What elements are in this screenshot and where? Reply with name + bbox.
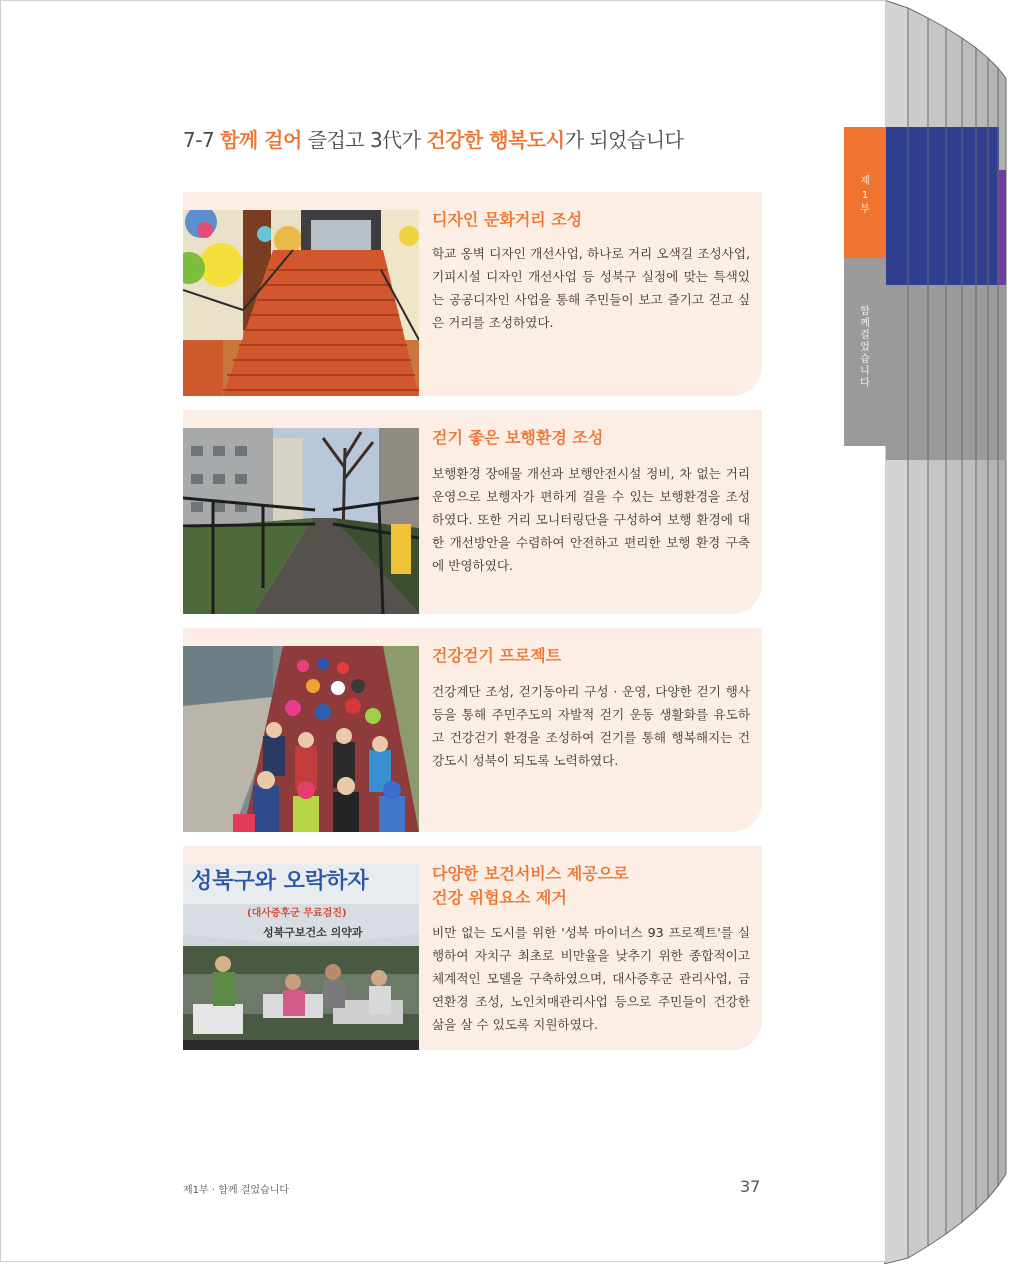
colorful-staircase-photo — [183, 210, 419, 396]
article-card-design-street — [183, 192, 762, 396]
article-card-health-walking — [183, 628, 762, 832]
article-card-health-services — [183, 846, 762, 1050]
page-title — [183, 124, 683, 153]
article-card-walking-environment — [183, 410, 762, 614]
side-tab-section[interactable] — [844, 258, 886, 446]
card-body: 건강계단 조성, 걷기동아리 구성 · 운영, 다양한 걷기 행사 등을 통해 주민주도의 자발적 걷기 운동 생활화를 유도하고 건강걷기 환경을 조성하여 걷기를 통해 행복해지는 건강도시 성북이 되도록 노력하였다. — [432, 684, 750, 768]
health-service-tent-photo — [183, 864, 419, 1050]
side-tab-part-1[interactable] — [844, 127, 886, 258]
card-title-line-1: 다양한 보건서비스 제공으로 — [432, 864, 629, 883]
card-title: 걷기 좋은 보행환경 조성 — [432, 428, 604, 447]
banner-org-text: 성북구보건소 의약과 — [263, 926, 363, 939]
banner-main-text: 성북구와 오락하자 — [191, 869, 369, 894]
side-tab-part-label: 제1부 — [860, 176, 870, 215]
walkway-photo — [183, 428, 419, 614]
title-highlight: 함께 걸어 — [220, 128, 302, 152]
card-body: 비만 없는 도시를 위한 '성북 마이너스 93 프로젝트'를 실행하여 자치구 최초로 비만율을 낮추기 위한 종합적이고 체계적인 모델을 구축하였으며, 대사증후군 관리사업, 금연환경 조성, 노인치매관리사업 등으로 주민들이 건강한 삶을 살 수 있도록 지원하였다. — [432, 925, 750, 1032]
title-part: 즐겁고 3代가 — [301, 128, 427, 152]
card-title: 건강걷기 프로젝트 — [432, 646, 562, 665]
group-walking-photo — [183, 646, 419, 832]
page-number: 37 — [740, 1177, 761, 1196]
card-title: 디자인 문화거리 조성 — [432, 210, 583, 229]
book-page-edges — [884, 0, 1014, 1264]
card-title-line-2: 건강 위험요소 제거 — [432, 888, 567, 907]
running-footer: 제1부 · 함께 걸었습니다 — [183, 1185, 290, 1196]
banner-sub-text: (대사증후군 무료검진) — [247, 908, 347, 919]
title-highlight: 건강한 행복도시 — [426, 128, 565, 152]
card-body: 학교 옹벽 디자인 개선사업, 하나로 거리 오색길 조성사업, 기피시설 디자인 개선사업 등 성북구 실정에 맞는 특색있는 공공디자인 사업을 통해 주민들이 보고 즐기고 걷고 싶은 거리를 조성하였다. — [432, 246, 750, 330]
side-tab-section-label: 함께걸었습니다 — [860, 306, 870, 389]
card-body: 보행환경 장애물 개선과 보행안전시설 정비, 차 없는 거리 운영으로 보행자가 편하게 걸을 수 있는 보행환경을 조성하였다. 또한 거리 모니터링단을 구성하여 보행 환경에 대한 개선방안을 수렴하여 안전하고 편리한 보행 환경 구축에 반영하였다. — [432, 466, 750, 573]
title-part: 7-7 — [183, 128, 221, 152]
title-part: 가 되었습니다 — [564, 128, 684, 152]
